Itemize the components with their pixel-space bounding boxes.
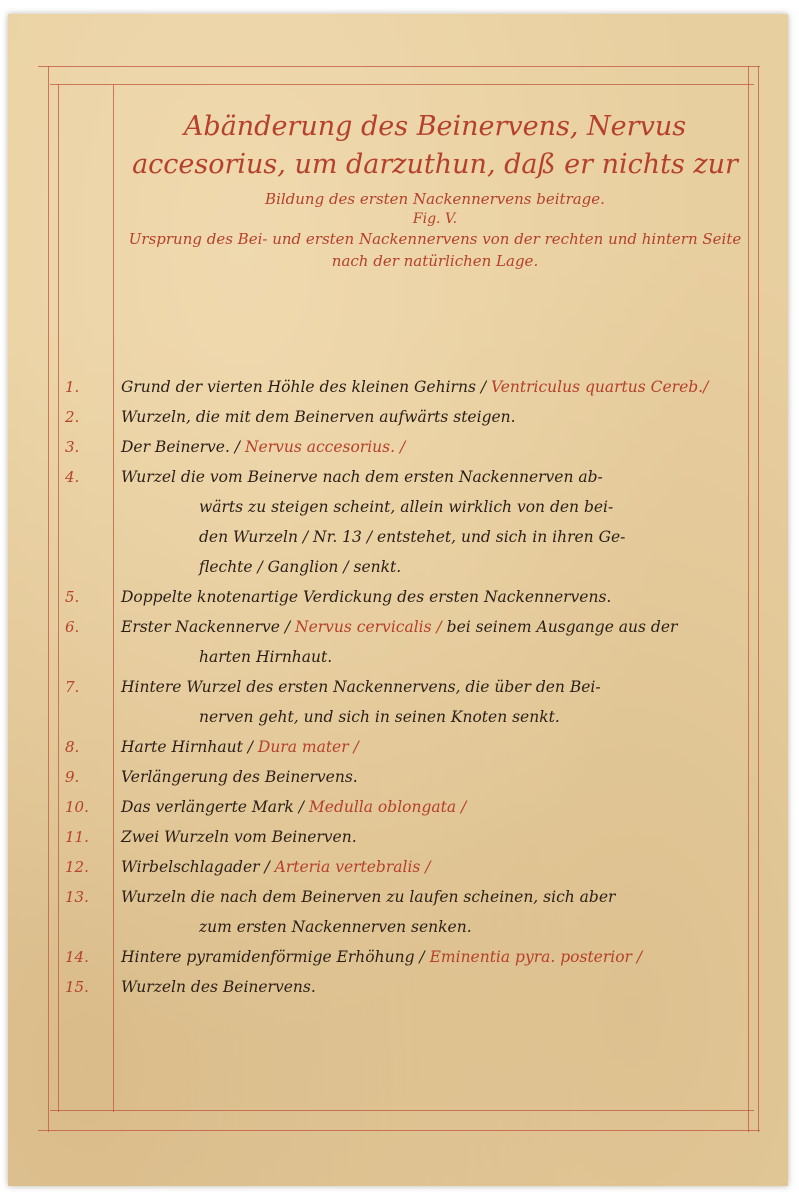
entry-text	[121, 942, 741, 972]
entry-text	[121, 372, 741, 402]
entry-text	[121, 822, 741, 852]
entry-continuation-line: harten Hirnhaut.	[199, 648, 333, 666]
entry-latin-term: Nervus accesorius. /	[244, 438, 406, 456]
legend-list	[65, 372, 755, 1002]
entry-number: 9.	[65, 768, 80, 786]
entry-latin-term: Ventriculus quartus Cereb./	[490, 378, 709, 396]
entry-number: 7.	[65, 678, 80, 696]
entry-number: 11.	[65, 828, 89, 846]
frame-top-rule	[38, 66, 760, 67]
document-title: Abänderung des Beinervens, Nervus accesorius, um darzuthun, daß er nichts zur	[132, 111, 738, 180]
frame-bottom-rule-outer	[38, 1130, 760, 1131]
entry-continuation-line: den Wurzeln / Nr. 13 / entstehet, und sich in ihren Ge-	[199, 528, 626, 546]
entry-description: Wurzeln des Beinervens.	[121, 978, 316, 996]
legend-entry	[65, 402, 755, 432]
legend-entry	[65, 432, 755, 462]
entry-description: Wurzeln, die mit dem Beinerven aufwärts steigen.	[121, 408, 516, 426]
entry-description: Verlängerung des Beinervens.	[121, 768, 358, 786]
entry-description: Wirbelschlagader /	[121, 858, 270, 876]
legend-entry	[65, 972, 755, 1002]
entry-latin-term: Eminentia pyra. posterior /	[429, 948, 643, 966]
entry-number: 4.	[65, 468, 80, 486]
entry-description: Grund der vierten Höhle des kleinen Gehirns /	[121, 378, 487, 396]
entry-number: 12.	[65, 858, 89, 876]
entry-description: Harte Hirnhaut /	[121, 738, 253, 756]
entry-description: Zwei Wurzeln vom Beinerven.	[121, 828, 357, 846]
entry-description-continued: bei seinem Ausgange aus der	[446, 618, 678, 636]
entry-text	[121, 672, 741, 732]
frame-bottom-rule	[50, 1110, 754, 1111]
entry-number: 2.	[65, 408, 80, 426]
entry-description: Das verlängerte Mark /	[121, 798, 304, 816]
entry-text	[121, 432, 741, 462]
entry-latin-term: Dura mater /	[257, 738, 359, 756]
entry-latin-term: Nervus cervicalis /	[295, 618, 442, 636]
legend-entry	[65, 732, 755, 762]
entry-description: Doppelte knotenartige Verdickung des ersten Nackennervens.	[121, 588, 612, 606]
legend-entry	[65, 762, 755, 792]
entry-number: 13.	[65, 888, 89, 906]
entry-number: 15.	[65, 978, 89, 996]
entry-text	[121, 582, 741, 612]
entry-text	[121, 762, 741, 792]
entry-description: Hintere pyramidenförmige Erhöhung /	[121, 948, 425, 966]
entry-continuation-line: flechte / Ganglion / senkt.	[199, 558, 402, 576]
legend-entry	[65, 462, 755, 582]
frame-left-rule-inner	[58, 84, 59, 1112]
entry-text	[121, 882, 741, 942]
entry-latin-term: Arteria vertebralis /	[274, 858, 431, 876]
entry-description: Hintere Wurzel des ersten Nackennervens, die über den Bei-	[121, 678, 601, 696]
legend-entry	[65, 942, 755, 972]
heading-block	[120, 100, 750, 272]
document-subtitle: Bildung des ersten Nackennervens beitrage.	[265, 190, 605, 208]
entry-description: Wurzel die vom Beinerve nach dem ersten Nackennerven ab-	[121, 468, 603, 486]
legend-entry	[65, 792, 755, 822]
entry-text	[121, 792, 741, 822]
entry-text	[121, 852, 741, 882]
legend-entry	[65, 882, 755, 942]
frame-left-rule	[48, 66, 49, 1132]
entry-text	[121, 612, 741, 672]
legend-entry	[65, 372, 755, 402]
entry-continuation-line: wärts zu steigen scheint, allein wirklich von den bei-	[199, 498, 614, 516]
entry-description: Erster Nackennerve /	[121, 618, 291, 636]
entry-number: 5.	[65, 588, 80, 606]
legend-entry	[65, 852, 755, 882]
entry-number: 6.	[65, 618, 80, 636]
entry-latin-term: Medulla oblongata /	[308, 798, 467, 816]
legend-entry	[65, 822, 755, 852]
entry-number: 1.	[65, 378, 80, 396]
legend-entry	[65, 672, 755, 732]
entry-number: 8.	[65, 738, 80, 756]
entry-text	[121, 972, 741, 1002]
entry-continuation-line: nerven geht, und sich in seinen Knoten senkt.	[199, 708, 560, 726]
entry-number: 10.	[65, 798, 89, 816]
legend-entry	[65, 612, 755, 672]
entry-number: 14.	[65, 948, 89, 966]
legend-entry	[65, 582, 755, 612]
frame-right-rule-outer	[758, 66, 759, 1132]
entry-number: 3.	[65, 438, 80, 456]
figure-label: Fig. V.	[412, 211, 458, 227]
entry-description: Wurzeln die nach dem Beinerven zu laufen scheinen, sich aber	[121, 888, 616, 906]
entry-text	[121, 462, 741, 582]
origin-description: Ursprung des Bei- und ersten Nackennervens von der rechten und hintern Seite nach der natürlichen Lage.	[128, 230, 742, 270]
entry-continuation-line: zum ersten Nackennerven senken.	[199, 918, 472, 936]
frame-top-rule-inner	[50, 84, 754, 85]
entry-text	[121, 732, 741, 762]
entry-text	[121, 402, 741, 432]
entry-description: Der Beinerve. /	[121, 438, 241, 456]
